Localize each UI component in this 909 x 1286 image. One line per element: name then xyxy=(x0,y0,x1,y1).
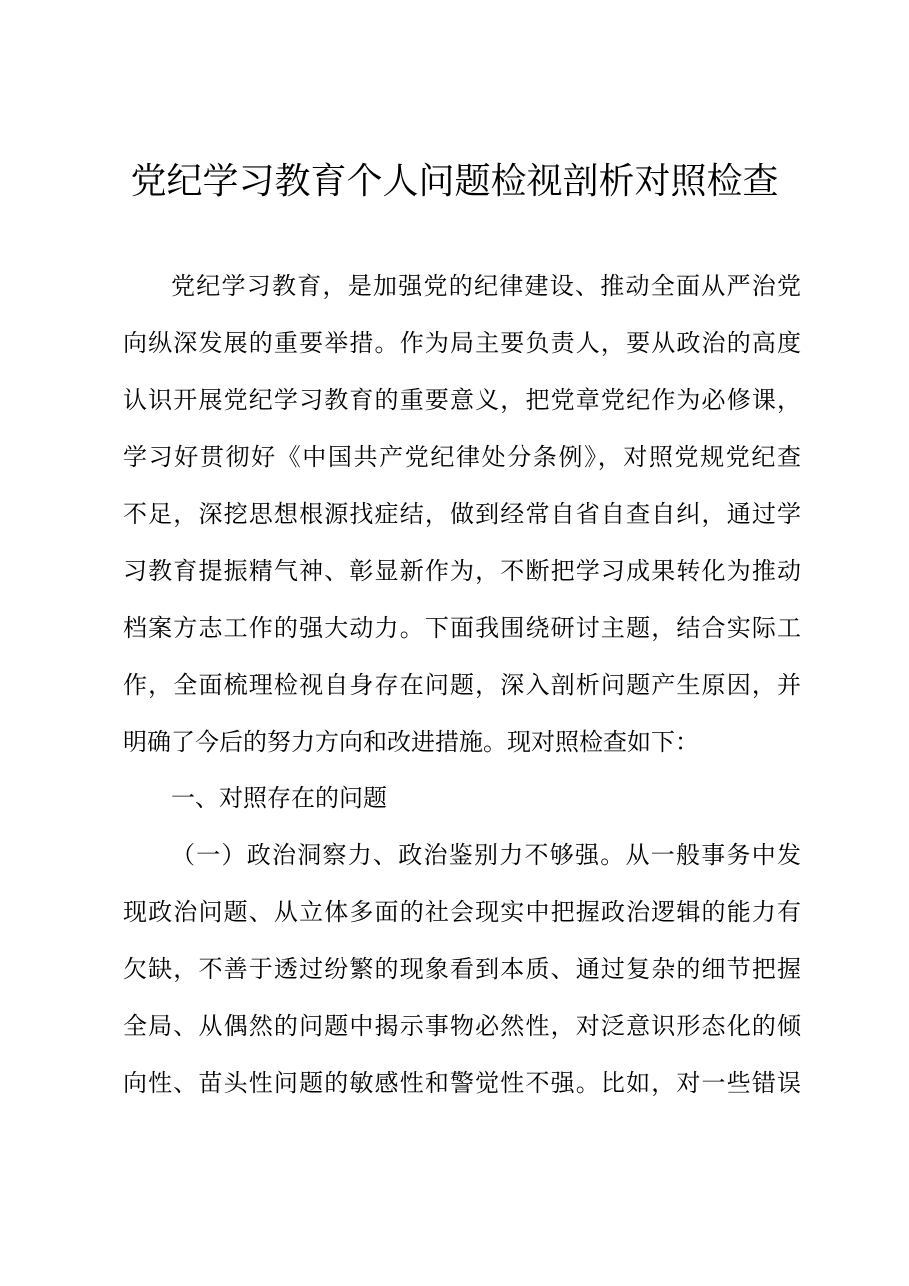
paragraph-line: 习教育提振精气神、彰显新作为，不断把学习成果转化为推动 xyxy=(123,557,801,585)
paragraph-line: 向性、苗头性问题的敏感性和警觉性不强。比如，对一些错误 xyxy=(123,1069,801,1097)
paragraph-line: 档案方志工作的强大动力。下面我围绕研讨主题，结合实际工 xyxy=(123,614,801,642)
paragraph-line: 不足，深挖思想根源找症结，做到经常自省自查自纠，通过学 xyxy=(123,500,801,528)
paragraph-line: 全局、从偶然的问题中揭示事物必然性，对泛意识形态化的倾 xyxy=(123,1012,801,1040)
intro-paragraph xyxy=(123,258,801,771)
paragraph-line: 作，全面梳理检视自身存在问题，深入剖析问题产生原因，并 xyxy=(123,671,801,699)
paragraph-line: 现政治问题、从立体多面的社会现实中把握政治逻辑的能力有 xyxy=(123,898,801,926)
paragraph-line: 欠缺，不善于透过纷繁的现象看到本质、通过复杂的细节把握 xyxy=(123,955,801,983)
paragraph-line: 党纪学习教育，是加强党的纪律建设、推动全面从严治党 xyxy=(171,272,801,300)
section-heading-block xyxy=(123,770,801,827)
document-title: 党纪学习教育个人问题检视剖析对照检查 xyxy=(130,161,779,202)
paragraph-line: 学习好贯彻好《中国共产党纪律处分条例》，对照党规党纪查 xyxy=(123,443,801,471)
paragraph-line: 认识开展党纪学习教育的重要意义，把党章党纪作为必修课， xyxy=(123,386,801,414)
section-heading: 一、对照存在的问题 xyxy=(171,784,387,812)
issue-paragraph xyxy=(123,827,801,1112)
paragraph-line: 向纵深发展的重要举措。作为局主要负责人，要从政治的高度 xyxy=(123,329,801,357)
paragraph-line: （一）政治洞察力、政治鉴别力不够强。从一般事务中发 xyxy=(171,841,801,869)
paragraph-line: 明确了今后的努力方向和改进措施。现对照检查如下： xyxy=(123,728,699,756)
